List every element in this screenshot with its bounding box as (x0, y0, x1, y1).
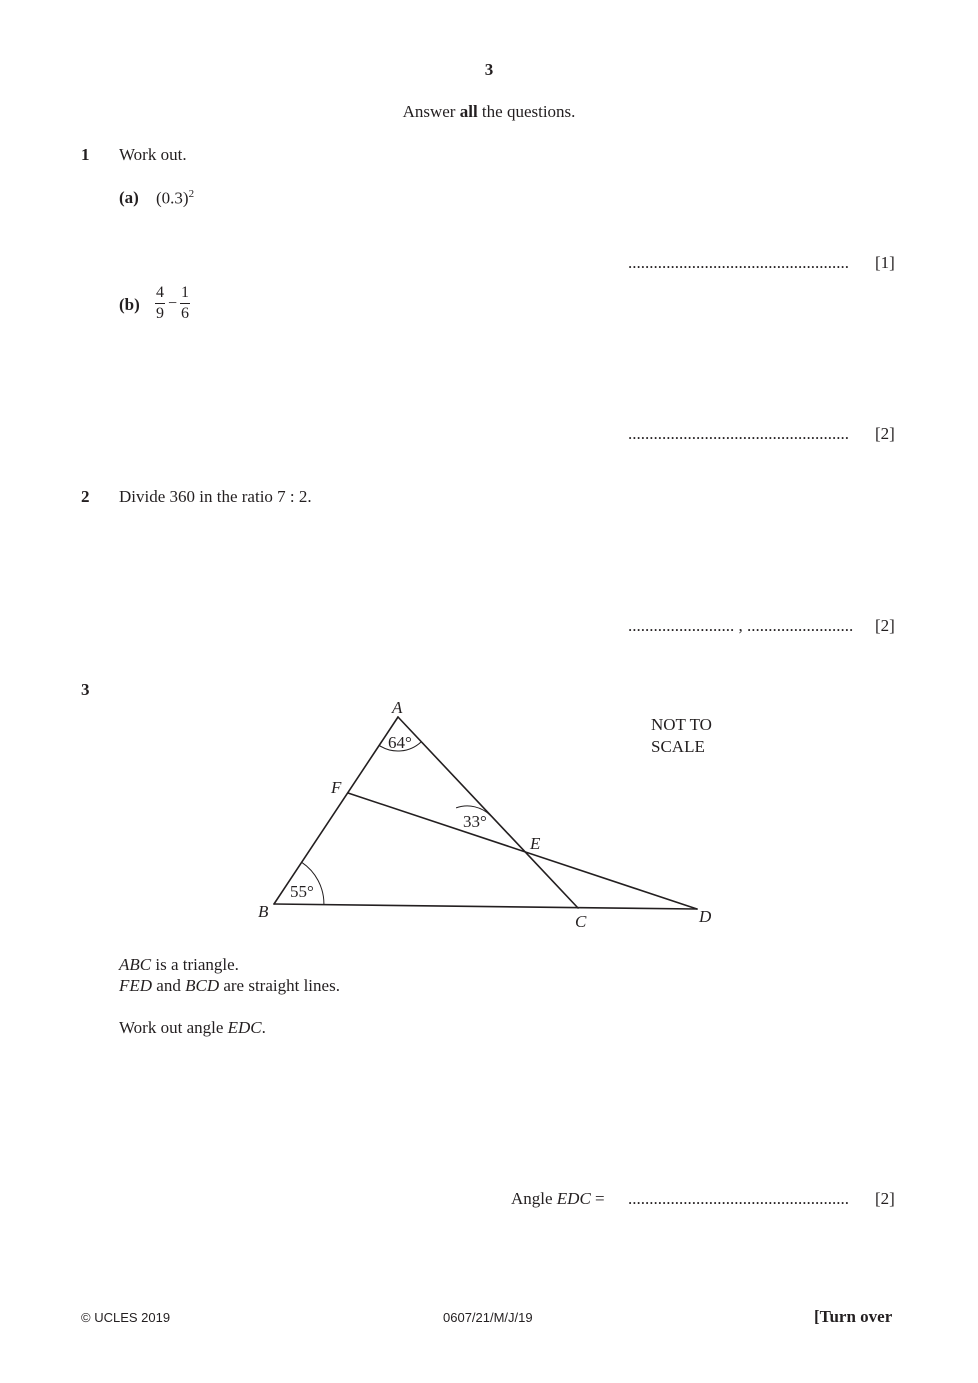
q1a-marks: [1] (875, 253, 895, 272)
line-AC (398, 717, 578, 908)
q1b-frac1-numerator: 4 (155, 285, 165, 304)
line-BD (274, 904, 697, 909)
q3-abc: ABC (119, 955, 152, 974)
q2-marks: [2] (875, 616, 895, 635)
point-label-E: E (530, 834, 541, 853)
point-label-D: D (699, 907, 712, 926)
line-FD (348, 793, 697, 909)
footer-code: 0607/21/M/J/19 (443, 1310, 533, 1325)
q1-prompt: Work out. (119, 145, 187, 164)
q1a-base: (0.3) (156, 188, 189, 208)
q3-statement-2 (119, 976, 340, 996)
q3-answer-label-eq: = (590, 1189, 605, 1208)
point-label-C: C (575, 912, 587, 931)
footer-turn-over: [Turn over (814, 1307, 893, 1326)
point-label-F: F (331, 778, 342, 797)
q3-answer-label (511, 1189, 605, 1209)
not-to-scale-line2: SCALE (651, 737, 705, 756)
angle-label-B: 55° (290, 882, 314, 901)
q3-number: 3 (81, 680, 90, 699)
q3-statement-1 (119, 955, 239, 975)
q1b-frac1-denominator: 9 (156, 305, 164, 322)
q1-number: 1 (81, 145, 90, 164)
q3-answer-label-text: Angle (511, 1189, 557, 1208)
instruction-before: Answer (402, 102, 460, 121)
q1b-label: (b) (119, 295, 140, 314)
q3-task (119, 1018, 266, 1038)
q2-number: 2 (81, 487, 90, 506)
footer-copyright: © UCLES 2019 (81, 1310, 171, 1325)
q3-task-text: Work out angle (119, 1018, 228, 1037)
q3-answer-line[interactable]: .................................................... (628, 1189, 849, 1208)
q3-fed: FED (119, 976, 153, 995)
line-AB (274, 717, 398, 904)
instruction-bold: all (459, 102, 478, 121)
point-label-B: B (258, 902, 269, 921)
angle-label-E: 33° (463, 812, 487, 831)
not-to-scale-line1: NOT TO (651, 715, 712, 734)
page-number: 3 (484, 60, 494, 79)
point-label-A: A (392, 698, 403, 717)
q1a-answer-line[interactable]: .................................................... (628, 253, 849, 272)
q1b-marks: [2] (875, 424, 895, 443)
q2-answer-line[interactable]: ......................... , ......................... (628, 616, 854, 635)
q2-prompt: Divide 360 in the ratio 7 : 2. (119, 487, 312, 506)
q3-answer-label-angle: EDC (556, 1189, 591, 1208)
q1b-frac2-numerator: 1 (180, 285, 190, 304)
q3-bcd: BCD (185, 976, 220, 995)
q3-statement-2-rest: are straight lines. (219, 976, 340, 995)
q1b-operator: − (168, 294, 178, 312)
q1a-label: (a) (119, 188, 139, 207)
q1a-exponent: 2 (188, 188, 195, 200)
angle-label-A: 64° (388, 733, 412, 752)
instruction-after: the questions. (477, 102, 576, 121)
q1b-frac2-denominator: 6 (181, 305, 190, 322)
q3-task-angle: EDC (227, 1018, 262, 1037)
q3-statement-1-rest: is a triangle. (151, 955, 239, 974)
q3-statement-2-mid: and (152, 976, 186, 995)
q3-task-end: . (261, 1018, 266, 1037)
q3-marks: [2] (875, 1189, 895, 1208)
q1b-answer-line[interactable]: .................................................... (628, 424, 849, 443)
